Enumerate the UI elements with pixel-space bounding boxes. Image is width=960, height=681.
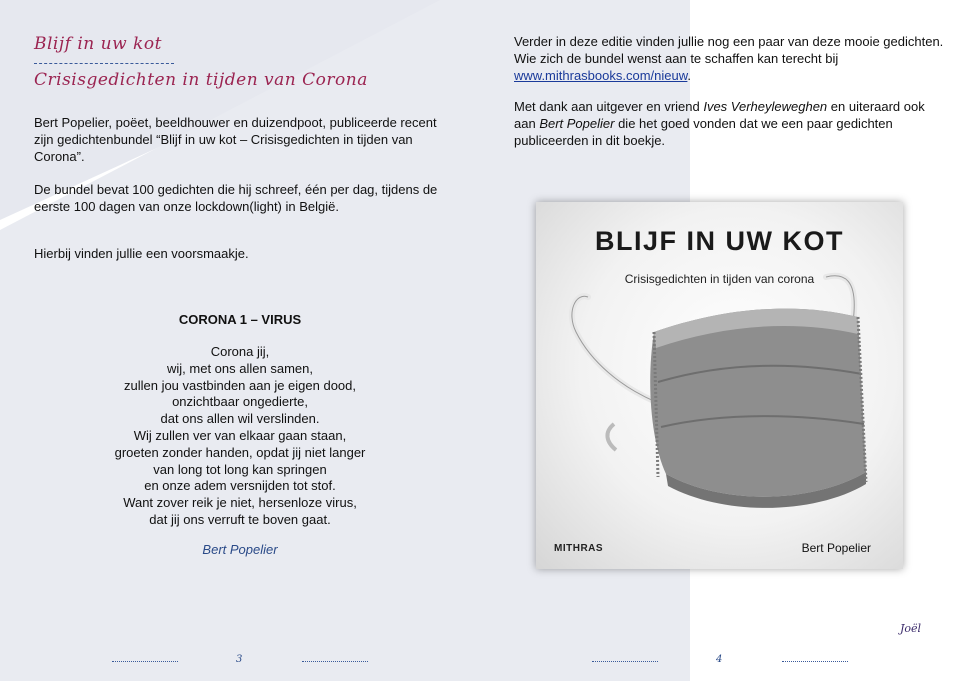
bundle-paragraph: De bundel bevat 100 gedichten die hij schreef, één per dag, tijdens de eerste 100 dagen van onze lockdown(light) in België. bbox=[34, 182, 438, 214]
cover-title: BLIJF IN UW KOT bbox=[595, 226, 844, 256]
poem-line: Corona jij, bbox=[210, 344, 270, 359]
footer-dots-right bbox=[302, 661, 368, 663]
poem-line: dat ons allen wil verslinden. bbox=[160, 411, 320, 427]
poem-line: onzichtbaar ongedierte, bbox=[172, 394, 308, 410]
thanks-text: Met dank aan uitgever en vriend bbox=[514, 99, 704, 114]
author-name: Bert Popelier bbox=[539, 116, 615, 131]
footer-dots-left bbox=[112, 661, 178, 663]
page-subtitle: Crisisgedichten in tijden van Corona bbox=[34, 70, 368, 90]
order-text-end: . bbox=[687, 68, 692, 83]
cover-subtitle: Crisisgedichten in tijden van corona bbox=[624, 272, 815, 286]
publisher-name: Ives Verheyleweghen bbox=[703, 99, 828, 114]
page-title: Blijf in uw kot bbox=[34, 34, 162, 54]
poem-body bbox=[60, 344, 420, 529]
page-number-right: 4 bbox=[716, 654, 723, 665]
order-text: Verder in deze editie vinden jullie nog een paar van deze mooie gedichten. Wie zich de bundel wenst aan te schaffen kan terecht bij bbox=[514, 34, 944, 66]
poem-line: Want zover reik je niet, hersenloze virus, bbox=[123, 495, 357, 511]
poem-author: Bert Popelier bbox=[202, 542, 278, 557]
book-cover bbox=[536, 202, 903, 569]
footer-dots-right bbox=[782, 661, 848, 663]
poem-line: van long tot long kan springen bbox=[153, 461, 327, 477]
footer-dots-left bbox=[592, 661, 658, 663]
poem-title: CORONA 1 – VIRUS bbox=[178, 312, 302, 327]
poem-line: en onze adem versnijden tot stof. bbox=[144, 478, 336, 494]
signature: Joël bbox=[900, 622, 922, 635]
mithras-link[interactable]: www.mithrasbooks.com/nieuw bbox=[514, 68, 688, 83]
title-divider bbox=[34, 63, 174, 65]
poem-line: Wij zullen ver van elkaar gaan staan, bbox=[133, 427, 347, 443]
face-mask-icon bbox=[536, 202, 903, 569]
teaser-paragraph: Hierbij vinden jullie een voorsmaakje. bbox=[34, 246, 249, 261]
cover-publisher: MITHRAS bbox=[554, 543, 604, 554]
cover-author: Bert Popelier bbox=[801, 541, 871, 555]
poem-line: wij, met ons allen samen, bbox=[167, 360, 313, 376]
poem-line: zullen jou vastbinden aan je eigen dood, bbox=[123, 377, 356, 393]
page-number-left: 3 bbox=[236, 654, 243, 665]
thanks-text: en uiteraard ook aan bbox=[514, 99, 925, 131]
poem-line: dat jij ons verruft te boven gaat. bbox=[149, 511, 331, 527]
thanks-text: die het goed vonden dat we een paar gedichten publiceerden in dit boekje. bbox=[514, 116, 893, 148]
intro-paragraph: Bert Popelier, poëet, beeldhouwer en duizendpoot, publiceerde recent zijn gedichtenbundel “Blijf in uw kot – Crisisgedichten in tijden van Corona”. bbox=[34, 115, 437, 164]
thanks-paragraph bbox=[514, 98, 944, 149]
order-paragraph bbox=[514, 33, 944, 84]
poem-line: groeten zonder handen, opdat jij niet langer bbox=[114, 444, 366, 460]
